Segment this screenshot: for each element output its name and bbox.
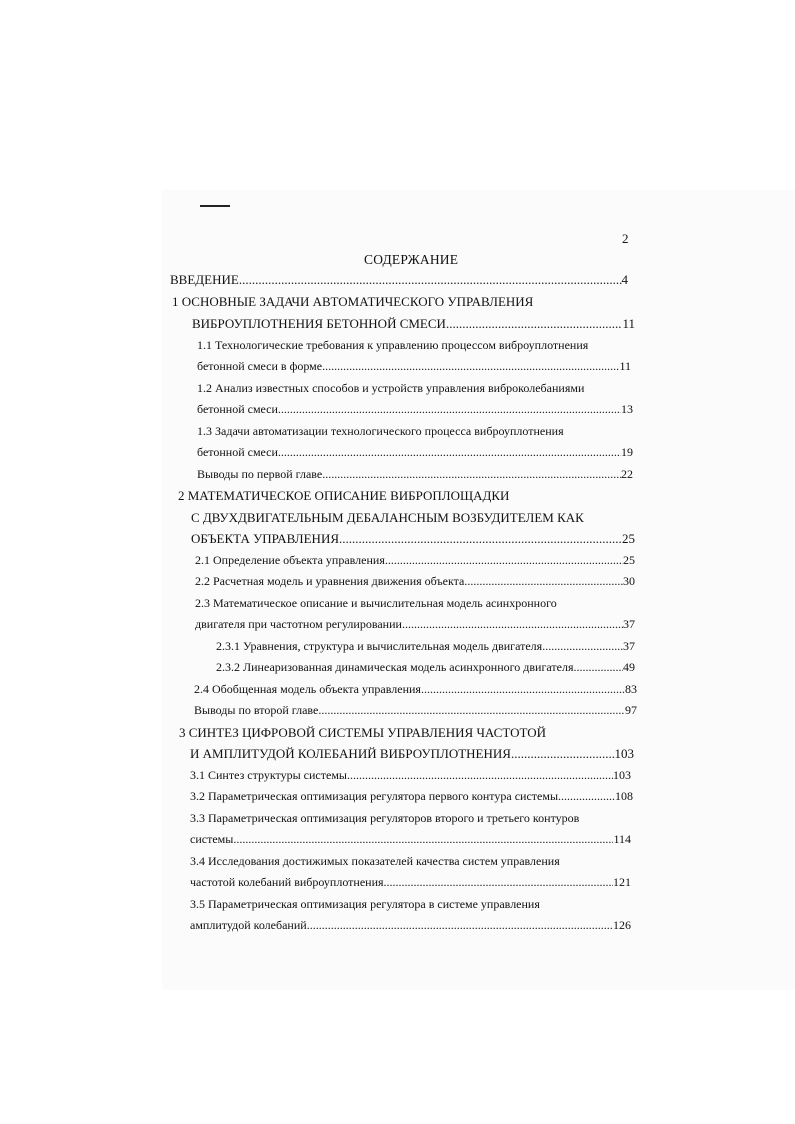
- toc-entry: И АМПЛИТУДОЙ КОЛЕБАНИЙ ВИБРОУПЛОТНЕНИЯ ..... 103: [190, 746, 634, 761]
- toc-entry: 2.3.1 Уравнения, структура и вычислительная модель двигателя ..... 37: [216, 639, 635, 654]
- toc-section-heading: 3.3 Параметрическая оптимизация регуляторов второго и третьего контуров: [190, 811, 580, 825]
- toc-section-heading: 1.2 Анализ известных способов и устройств управления виброколебаниями: [197, 381, 585, 395]
- scanned-page: [162, 190, 795, 990]
- toc-entry: 2.1 Определение объекта управления ..... 25: [195, 553, 635, 568]
- toc-section-heading: 3.4 Исследования достижимых показателей качества систем управления: [190, 854, 560, 868]
- scan-mark: [200, 205, 230, 207]
- toc-entry: бетонной смеси ..... 13: [197, 402, 633, 417]
- page-number: 2: [622, 231, 629, 246]
- toc-entry: частотой колебаний виброуплотнения ..... 121: [190, 875, 631, 890]
- toc-entry: 3.1 Синтез структуры системы ..... 103: [190, 768, 631, 783]
- toc-entry: 2.4 Обобщенная модель объекта управления ..... 83: [194, 682, 637, 697]
- toc-section-heading: 3.5 Параметрическая оптимизация регулятора в системе управления: [190, 897, 540, 911]
- toc-entry: ВИБРОУПЛОТНЕНИЯ БЕТОННОЙ СМЕСИ ..... 11: [192, 316, 635, 331]
- toc-chapter-heading: С ДВУХДВИГАТЕЛЬНЫМ ДЕБАЛАНСНЫМ ВОЗБУДИТЕЛЕМ КАК: [191, 510, 584, 525]
- toc-section-heading: 2.3 Математическое описание и вычислительная модель асинхронного: [195, 596, 557, 610]
- toc-entry: двигателя при частотном регулировании ..... 37: [195, 617, 635, 632]
- toc-title: СОДЕРЖАНИЕ: [364, 252, 459, 267]
- toc-entry: бетонной смеси в форме ..... 11: [197, 359, 631, 374]
- toc-entry: Выводы по первой главе ..... 22: [197, 467, 633, 482]
- toc-entry: бетонной смеси ..... 19: [197, 445, 633, 460]
- toc-entry: ОБЪЕКТА УПРАВЛЕНИЯ ..... 25: [191, 531, 635, 546]
- toc-chapter-heading: 2 МАТЕМАТИЧЕСКОЕ ОПИСАНИЕ ВИБРОПЛОЩАДКИ: [178, 488, 510, 503]
- toc-entry: Выводы по второй главе ..... 97: [194, 703, 637, 718]
- toc-section-heading: 1.1 Технологические требования к управлению процессом виброуплотнения: [197, 338, 589, 352]
- toc-entry: 2.2 Расчетная модель и уравнения движения объекта ..... 30: [195, 574, 635, 589]
- toc-entry: системы ..... 114: [190, 832, 631, 847]
- toc-chapter-heading: 3 СИНТЕЗ ЦИФРОВОЙ СИСТЕМЫ УПРАВЛЕНИЯ ЧАСТОТОЙ: [179, 725, 547, 740]
- toc-section-heading: 1.3 Задачи автоматизации технологического процесса виброуплотнения: [197, 424, 564, 438]
- toc-chapter-heading: 1 ОСНОВНЫЕ ЗАДАЧИ АВТОМАТИЧЕСКОГО УПРАВЛЕНИЯ: [172, 294, 534, 309]
- toc-entry: 2.3.2 Линеаризованная динамическая модель асинхронного двигателя ..... 49: [216, 660, 635, 675]
- toc-entry: 3.2 Параметрическая оптимизация регулятора первого контура системы ..... 108: [190, 789, 633, 804]
- toc-entry: амплитудой колебаний ..... 126: [190, 918, 631, 933]
- toc-entry: ВВЕДЕНИЕ ..... 4: [170, 272, 628, 287]
